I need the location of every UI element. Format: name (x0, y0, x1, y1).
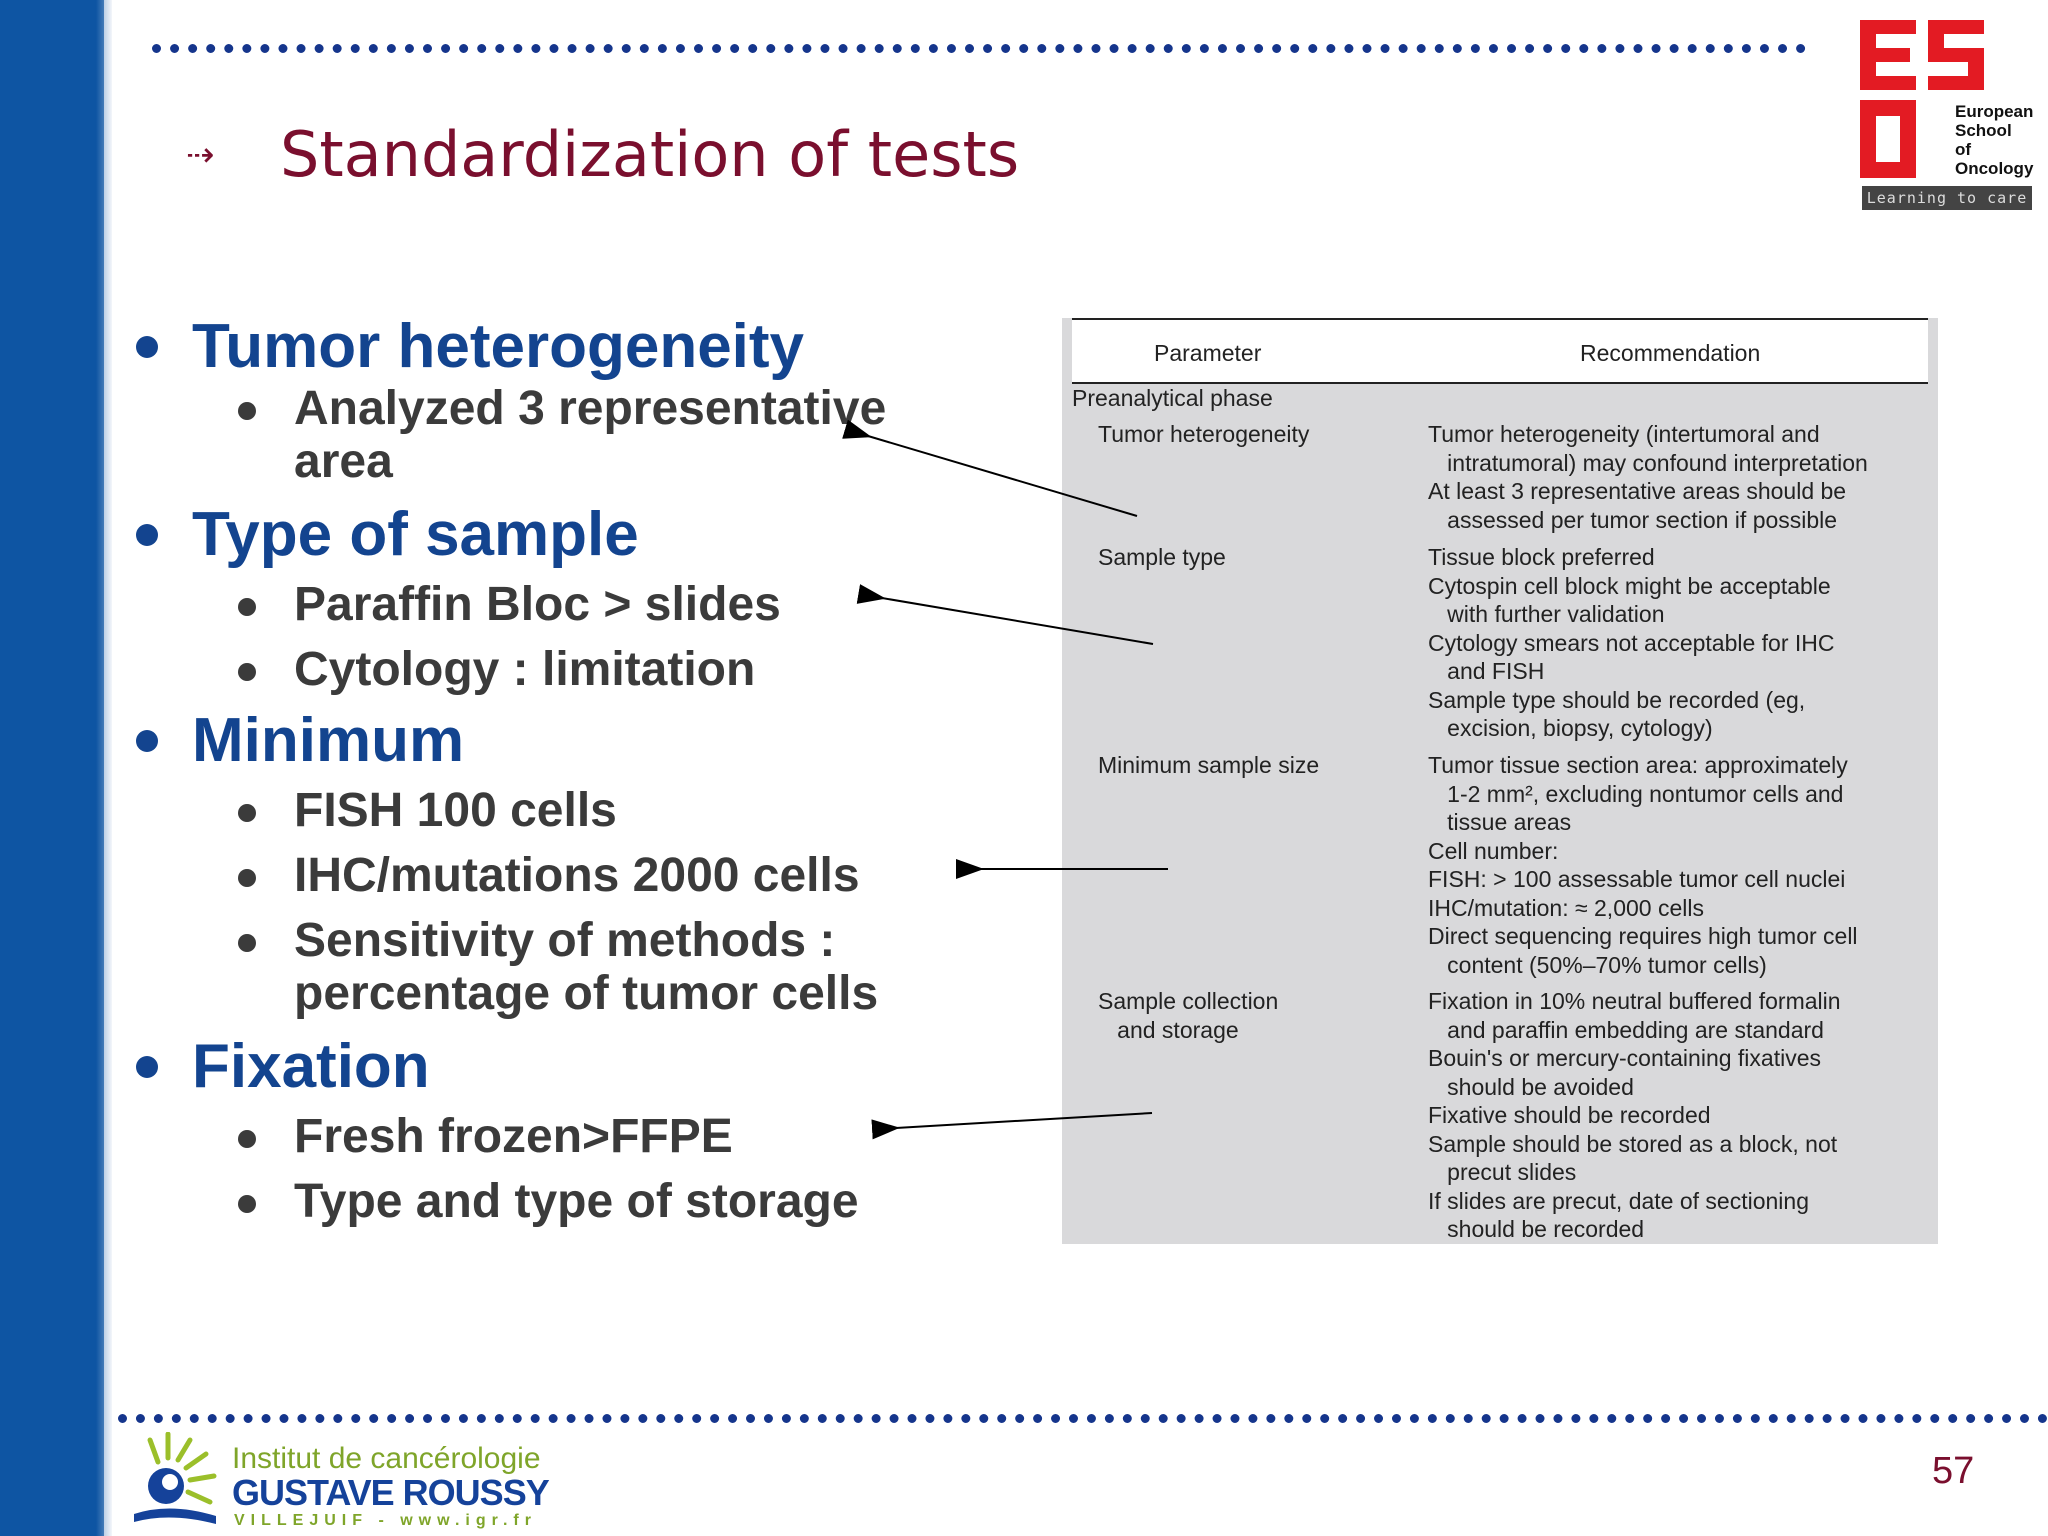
gustave-roussy-line2: GUSTAVE ROUSSY (232, 1472, 549, 1513)
bullet-minimum: Minimum (130, 706, 950, 776)
sub-bullet: Fresh frozen>FFPE (130, 1110, 950, 1163)
arrow-right-icon: ⇢ (186, 134, 215, 175)
table-rec-cell: Tumor tissue section area: approximately 1-2 mm², excluding nontumor cells and tissue areas Cell number: FISH: > 100 assessable tumor cell nuclei IHC/mutation: ≈ 2,000 cells Direct sequencing requires high tumor cell content (50%–70% tumor cells) (1428, 752, 1858, 978)
arrow-to-sample-type (882, 598, 1153, 644)
sub-bullet: Paraffin Bloc > slides (130, 578, 950, 631)
table-param-cell: Minimum sample size (1098, 752, 1320, 778)
page-number: 57 (1932, 1450, 1975, 1492)
table-param-cell: Tumor heterogeneity (1098, 421, 1310, 447)
sub-bullet: Cytology : limitation (130, 643, 950, 696)
sub-bullet: IHC/mutations 2000 cells (130, 849, 950, 902)
gustave-roussy-line1: Institut de cancérologie (232, 1442, 541, 1475)
arrow-to-fixation (896, 1113, 1152, 1128)
table-param-cell: Sample type (1098, 544, 1226, 570)
table-param-cell: Sample collection and storage (1098, 988, 1279, 1043)
gustave-roussy-logo-icon (130, 1432, 226, 1528)
table-rec-cell: Tissue block preferred Cytospin cell block might be acceptable with further validation Cytology smears not acceptable for IHC and FISH Sample type should be recorded (eg, excision, biopsy, cytology) (1428, 544, 1835, 741)
bullet-fixation: Fixation (130, 1032, 950, 1102)
table-rec-cell: Tumor heterogeneity (intertumoral and intratumoral) may confound interpretation At least 3 representative areas should be assessed per tumor section if possible (1428, 421, 1868, 533)
bullet-type-of-sample: Type of sample (130, 500, 950, 570)
sub-bullet: Sensitivity of methods : percentage of tumor cells (130, 914, 950, 1020)
slide-title: Standardization of tests (280, 118, 1020, 191)
gustave-roussy-line3: VILLEJUIF - www.igr.fr (234, 1512, 537, 1529)
eso-logo-text: European School of Oncology (1955, 102, 2034, 178)
table-rec-cell: Fixation in 10% neutral buffered formalin and paraffin embedding are standard Bouin's or mercury-containing fixatives should be avoided Fixative should be recorded Sample should be stored as a block, not precut slides If slides are precut, date of sectioning should be recorded (1428, 988, 1841, 1242)
sub-bullet: FISH 100 cells (130, 784, 950, 837)
eso-tagline: Learning to care (1862, 186, 2032, 210)
arrow-to-heterogeneity (868, 436, 1137, 516)
sub-bullet: Analyzed 3 representative area (130, 382, 950, 488)
sub-bullet: Type and type of storage (130, 1175, 950, 1228)
table-phase-label: Preanalytical phase (1072, 385, 1273, 411)
table-col-recommendation: Recommendation (1580, 340, 1761, 366)
bullet-tumor-heterogeneity: Tumor heterogeneity (130, 312, 950, 382)
table-col-parameter: Parameter (1154, 340, 1262, 366)
